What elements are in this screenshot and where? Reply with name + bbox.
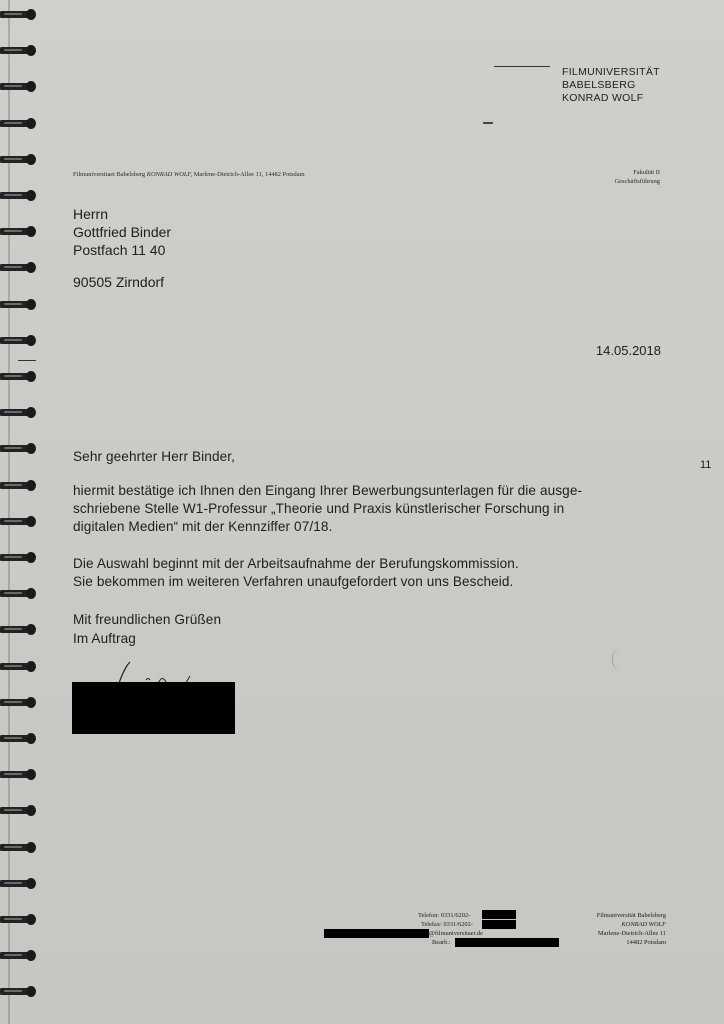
binding-ring xyxy=(0,153,38,167)
binding-ring xyxy=(0,8,38,22)
paragraph-1-line-1: hiermit bestätige ich Ihnen den Eingang Ihrer Bewerbungsunterlagen für die ausge- xyxy=(73,483,583,498)
logo-rule xyxy=(494,66,550,67)
binding-ring xyxy=(0,515,38,529)
binding-ring-hole xyxy=(26,805,36,816)
footer-bearb: Bearb.: xyxy=(432,939,451,946)
binding-ring-hole xyxy=(26,226,36,237)
binding-ring xyxy=(0,334,38,348)
redacted-email-user xyxy=(324,929,429,938)
binding-ring xyxy=(0,370,38,384)
binding-ring xyxy=(0,406,38,420)
paragraph-1-line-3: digitalen Medien“ mit der Kennziffer 07/18. xyxy=(73,519,333,534)
binding-ring xyxy=(0,298,38,312)
logo-line-2: BABELSBERG xyxy=(562,79,636,91)
binding-ring xyxy=(0,479,38,493)
binding-ring-highlight xyxy=(4,158,22,160)
binding-ring xyxy=(0,913,38,927)
binding-ring-highlight xyxy=(4,303,22,305)
binding-ring-hole xyxy=(26,733,36,744)
department-line-2: Geschäftsführung xyxy=(614,178,660,185)
binding-ring-hole xyxy=(26,769,36,780)
redacted-bearb xyxy=(455,938,559,947)
binding-ring-highlight xyxy=(4,556,22,558)
binding-ring-hole xyxy=(26,588,36,599)
recipient-city: 90505 Zirndorf xyxy=(73,274,165,290)
binding-ring-highlight xyxy=(4,230,22,232)
binding-ring-highlight xyxy=(4,375,22,377)
closing-line-2: Im Auftrag xyxy=(73,631,136,646)
footer-fax: Telefax: 0331/6202- xyxy=(421,921,473,928)
binding-ring xyxy=(0,225,38,239)
binding-ring-highlight xyxy=(4,737,22,739)
binding-ring-highlight xyxy=(4,773,22,775)
binding-ring xyxy=(0,587,38,601)
binding-ring-highlight xyxy=(4,194,22,196)
binding-ring-highlight xyxy=(4,846,22,848)
binding-ring xyxy=(0,442,38,456)
binding-ring-hole xyxy=(26,190,36,201)
binding-ring-hole xyxy=(26,552,36,563)
binding-ring-hole xyxy=(26,443,36,454)
redacted-phone xyxy=(482,910,516,919)
binding-ring-hole xyxy=(26,914,36,925)
binding-ring-hole xyxy=(26,986,36,997)
binding-ring-hole xyxy=(26,262,36,273)
binding-ring-hole xyxy=(26,45,36,56)
margin-tick-mark xyxy=(18,360,36,361)
paper-smudge xyxy=(612,648,627,670)
footer-org-line-1: Filmuniversität Babelsberg xyxy=(596,912,666,919)
binding-ring xyxy=(0,877,38,891)
binding-ring-highlight xyxy=(4,520,22,522)
spiral-binding xyxy=(0,0,44,1024)
binding-ring-hole xyxy=(26,878,36,889)
binding-ring xyxy=(0,732,38,746)
binding-ring xyxy=(0,189,38,203)
binding-ring xyxy=(0,551,38,565)
binding-ring-highlight xyxy=(4,484,22,486)
binding-ring-hole xyxy=(26,407,36,418)
sender-name-italic: KONRAD WOLF, xyxy=(146,171,193,178)
binding-ring-hole xyxy=(26,118,36,129)
binding-ring-hole xyxy=(26,335,36,346)
binding-ring-highlight xyxy=(4,49,22,51)
binding-ring-highlight xyxy=(4,339,22,341)
greeting: Sehr geehrter Herr Binder, xyxy=(73,449,236,464)
binding-ring-highlight xyxy=(4,592,22,594)
letter-date: 14.05.2018 xyxy=(595,343,661,358)
binding-ring xyxy=(0,841,38,855)
redacted-fax xyxy=(482,920,516,929)
sender-name: Filmuniversitaet Babelsberg xyxy=(73,171,146,178)
binding-ring-hole xyxy=(26,697,36,708)
paragraph-1-line-2: schriebene Stelle W1-Professur „Theorie und Praxis künstlerischer Forschung in xyxy=(73,501,565,516)
binding-ring-hole xyxy=(26,661,36,672)
binding-ring xyxy=(0,768,38,782)
department-line-1: Fakultät II xyxy=(633,169,660,176)
page-number: 11 xyxy=(700,459,712,471)
binding-ring-highlight xyxy=(4,701,22,703)
binding-ring-highlight xyxy=(4,122,22,124)
binding-ring-hole xyxy=(26,516,36,527)
binding-ring-hole xyxy=(26,842,36,853)
binding-ring-hole xyxy=(26,154,36,165)
footer-phone: Telefon: 0331/6202- xyxy=(418,912,471,919)
binding-ring xyxy=(0,696,38,710)
binding-ring-highlight xyxy=(4,954,22,956)
binding-ring xyxy=(0,623,38,637)
binding-ring-hole xyxy=(26,624,36,635)
binding-ring-hole xyxy=(26,950,36,961)
binding-ring xyxy=(0,949,38,963)
logo-line-1: FILMUNIVERSITÄT xyxy=(562,66,660,78)
binding-ring xyxy=(0,804,38,818)
redacted-signature-block xyxy=(72,682,235,734)
paragraph-2-line-2: Sie bekommen im weiteren Verfahren unaufgefordert von uns Bescheid. xyxy=(73,574,514,589)
binding-ring xyxy=(0,117,38,131)
footer-org-line-2-text: KONRAD WOLF xyxy=(621,921,666,928)
binding-ring-hole xyxy=(26,299,36,310)
logo-line-3: KONRAD WOLF xyxy=(562,92,644,104)
binding-ring-highlight xyxy=(4,13,22,15)
binding-ring xyxy=(0,985,38,999)
binding-ring-highlight xyxy=(4,882,22,884)
binding-ring xyxy=(0,261,38,275)
footer-org-line-4: 14482 Potsdam xyxy=(626,939,666,946)
binding-ring-highlight xyxy=(4,918,22,920)
binding-ring xyxy=(0,660,38,674)
binding-ring xyxy=(0,44,38,58)
binding-ring xyxy=(0,80,38,94)
binding-ring-hole xyxy=(26,9,36,20)
binding-ring-hole xyxy=(26,480,36,491)
recipient-po-box: Postfach 11 40 xyxy=(73,242,166,258)
binding-ring-hole xyxy=(26,81,36,92)
footer-email: @filmuniversitaet.de xyxy=(429,930,483,937)
sender-address: Marlene-Dietrich-Allee 11, 14482 Potsdam xyxy=(193,171,305,178)
binding-ring-highlight xyxy=(4,411,22,413)
footer-org-line-2 xyxy=(621,921,666,928)
logo-dash xyxy=(483,122,493,124)
paragraph-2-line-1: Die Auswahl beginnt mit der Arbeitsaufnahme der Berufungskommission. xyxy=(73,556,519,571)
binding-ring-hole xyxy=(26,371,36,382)
footer-org-line-3: Marlene-Dietrich-Allee 11 xyxy=(597,930,666,937)
recipient-name: Gottfried Binder xyxy=(73,224,172,240)
sender-line xyxy=(73,171,305,178)
binding-ring-highlight xyxy=(4,665,22,667)
closing-line-1: Mit freundlichen Grüßen xyxy=(73,612,222,627)
recipient-salutation: Herrn xyxy=(73,206,109,222)
